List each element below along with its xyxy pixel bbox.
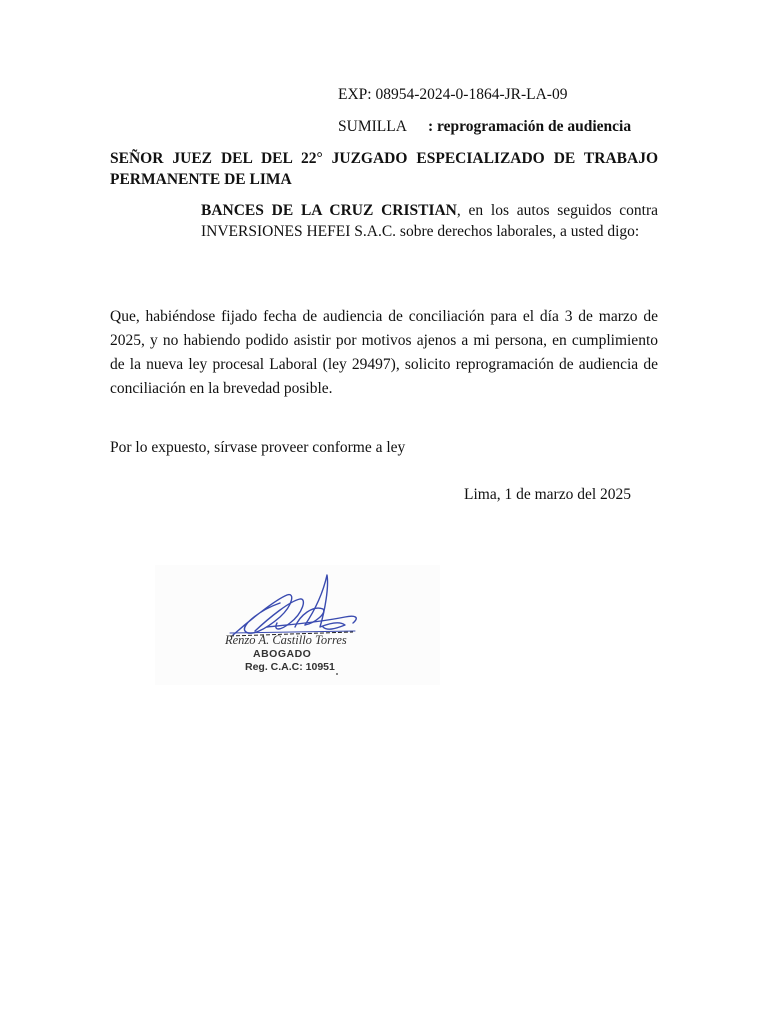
sumilla-text: : reprogramación de audiencia	[428, 118, 632, 135]
sumilla-line	[338, 118, 631, 136]
intro-text: , en los autos seguidos contra INVERSIONES HEFEI S.A.C. sobre derechos laborales, a usted digo:	[201, 202, 658, 240]
addressee-line-2: PERMANENTE DE LIMA	[110, 171, 292, 188]
lawyer-name: Renzo A. Castillo Torres	[225, 633, 347, 647]
intro-paragraph	[201, 200, 658, 242]
lawyer-registration: Reg. C.A.C: 10951	[245, 661, 335, 673]
party-name: BANCES DE LA CRUZ CRISTIAN	[201, 202, 457, 219]
case-number: EXP: 08954-2024-0-1864-JR-LA-09	[338, 86, 568, 103]
signature-block	[155, 565, 440, 685]
place-date: Lima, 1 de marzo del 2025	[464, 486, 632, 503]
closing-text: Por lo expuesto, sírvase proveer conforme a ley	[110, 439, 406, 456]
addressee-line-1: SEÑOR JUEZ DEL DEL 22° JUZGADO ESPECIALIZADO DE TRABAJO	[110, 150, 658, 167]
lawyer-title: ABOGADO	[253, 648, 312, 660]
body-paragraph: Que, habiéndose fijado fecha de audiencia de conciliación para el día 3 de marzo de 2025, y no habiendo podido asistir por motivos ajenos a mi persona, en cumplimiento de la nueva ley procesal Laboral (ley 29497), solicito reprogramación de audiencia de conciliación en la brevedad posible.	[110, 308, 658, 397]
lawyer-stamp	[225, 633, 365, 674]
sumilla-label: SUMILLA	[338, 118, 407, 135]
addressee	[110, 148, 658, 190]
